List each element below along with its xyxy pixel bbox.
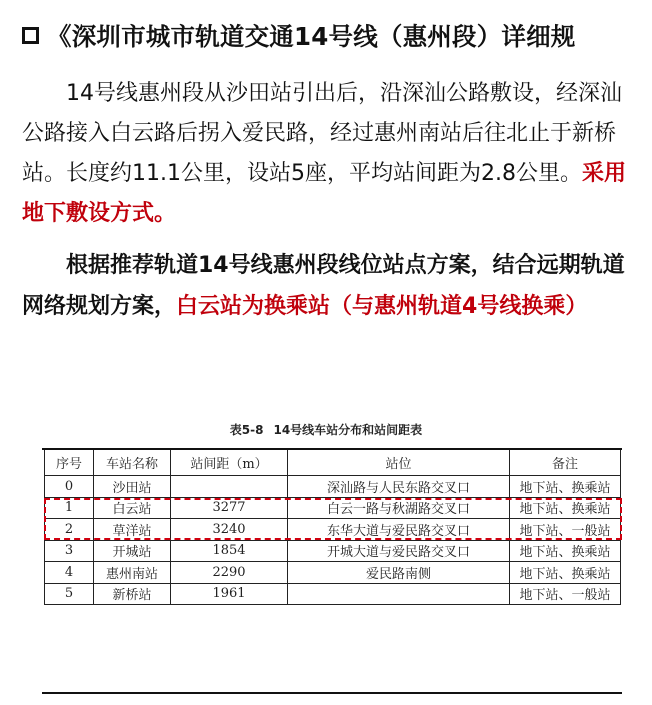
table-row: [45, 519, 621, 541]
cell-no: 2: [45, 519, 94, 541]
table-bottom-rule: [42, 692, 622, 694]
table-row: [45, 476, 621, 498]
header-distance: 站间距（m）: [171, 450, 288, 476]
cell-station-name: 新桥站: [94, 583, 171, 605]
cell-no: 5: [45, 583, 94, 605]
section-heading-text: 《深圳市城市轨道交通14号线（惠州段）详细规: [47, 22, 576, 51]
cell-note: 地下站、换乘站: [510, 562, 621, 584]
station-table: [44, 449, 621, 605]
cell-station-name: 开城站: [94, 540, 171, 562]
paragraph-highlight-text: 白云站为换乘站（与惠州轨道4号线换乘）: [176, 294, 588, 319]
cell-distance: 3277: [171, 497, 288, 519]
cell-station-name: 白云站: [94, 497, 171, 519]
cell-location: 开城大道与爱民路交叉口: [288, 540, 510, 562]
cell-station-name: 草洋站: [94, 519, 171, 541]
paragraph-transfer-plan: [22, 245, 642, 327]
paragraph-highlight-text: 采用地下敷设方式。: [22, 161, 626, 226]
checkbox-square-icon: [22, 27, 39, 44]
cell-station-name: 惠州南站: [94, 562, 171, 584]
paragraph-normal-text: 根据推荐轨道14号线惠州段线位站点方案，结合远期轨道网络规划方案，: [22, 253, 625, 319]
cell-distance: 1854: [171, 540, 288, 562]
table-row: [45, 583, 621, 605]
paragraph-normal-text: 14号线惠州段从沙田站引出后，沿深汕公路敷设，经深汕公路接入白云路后拐入爱民路，经过惠州南站后往北止于新桥站。长度约11.1公里，设站5座，平均站间距为2.8公里。: [22, 81, 622, 186]
header-note: 备注: [510, 450, 621, 476]
cell-location: [288, 583, 510, 605]
table-top-rule: [42, 448, 622, 450]
cell-note: 地下站、换乘站: [510, 497, 621, 519]
cell-note: 地下站、换乘站: [510, 476, 621, 498]
section-heading: [22, 12, 652, 62]
paragraph-line-description: [22, 74, 642, 234]
header-location: 站位: [288, 450, 510, 476]
cell-station-name: 沙田站: [94, 476, 171, 498]
cell-no: 4: [45, 562, 94, 584]
table-row: [45, 540, 621, 562]
table-caption: [0, 421, 652, 438]
cell-no: 0: [45, 476, 94, 498]
header-station-name: 车站名称: [94, 450, 171, 476]
cell-distance: 1961: [171, 583, 288, 605]
table-row: [45, 497, 621, 519]
table-row: [45, 562, 621, 584]
table-caption-id: 表5-8: [229, 423, 264, 437]
cell-distance: 2290: [171, 562, 288, 584]
cell-location: 深汕路与人民东路交叉口: [288, 476, 510, 498]
cell-location: 东华大道与爱民路交叉口: [288, 519, 510, 541]
cell-location: 白云一路与秋湖路交叉口: [288, 497, 510, 519]
cell-no: 1: [45, 497, 94, 519]
table-caption-text: 14号线车站分布和站间距表: [273, 423, 423, 437]
cell-no: 3: [45, 540, 94, 562]
cell-location: 爱民路南侧: [288, 562, 510, 584]
cell-note: 地下站、换乘站: [510, 540, 621, 562]
table-header-row: [45, 450, 621, 476]
header-no: 序号: [45, 450, 94, 476]
cell-note: 地下站、一般站: [510, 583, 621, 605]
cell-note: 地下站、一般站: [510, 519, 621, 541]
cell-distance: 3240: [171, 519, 288, 541]
